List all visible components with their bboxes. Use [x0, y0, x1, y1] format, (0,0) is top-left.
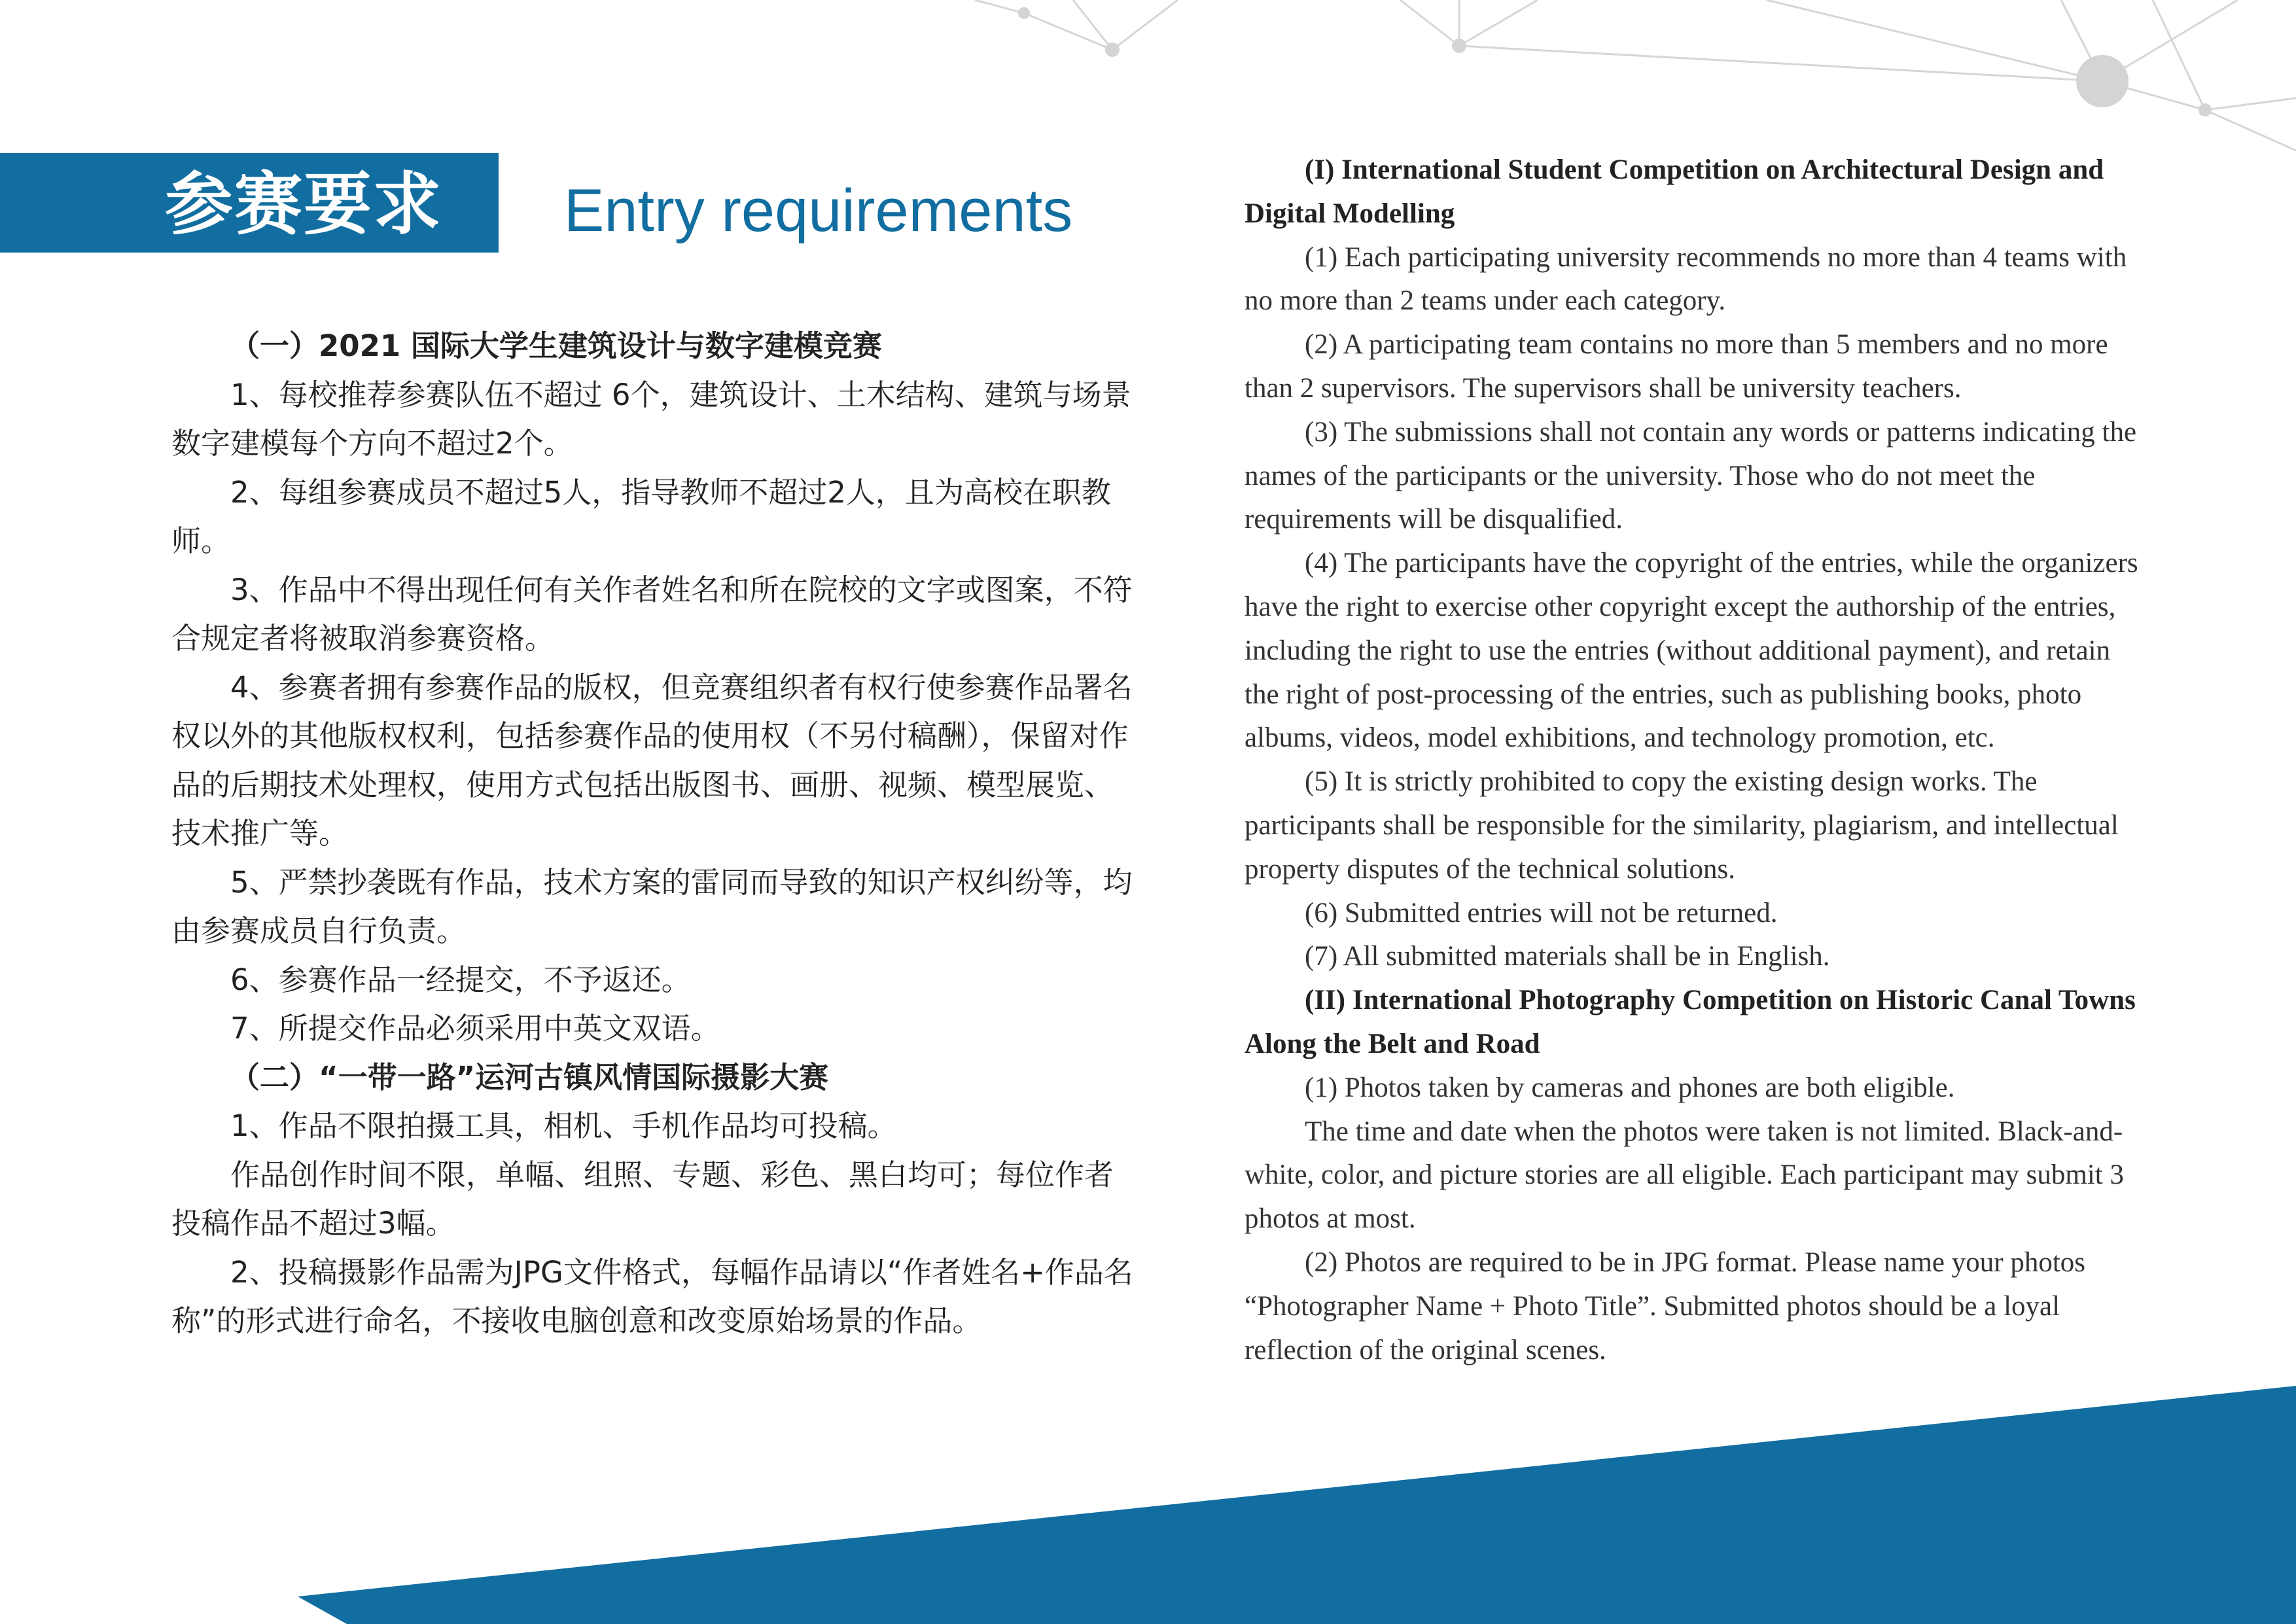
en-paragraph: (7) All submitted materials shall be in English. [1305, 941, 1830, 972]
network-graphic [975, 0, 2296, 150]
en-paragraph: (6) Submitted entries will not be returned. [1305, 897, 1778, 928]
en-paragraph: (4) The participants have the copyright of the entries, while the organizers have the right to exercise other copyright except the authorship of the entries, including the right to use the entries (without additional payment), and retain the right of post-processing of the entries, such as publishing books, photo albums, videos, model exhibitions, and technology promotion, etc. [1245, 548, 2138, 754]
en-section-heading: (II) International Photography Competition on Historic Canal Towns Along the Belt and Road [1245, 985, 2136, 1059]
network-nodes [1018, 7, 2212, 116]
en-paragraph: (1) Each participating university recommends no more than 4 teams with no more than 2 teams under each category. [1245, 241, 2127, 317]
en-paragraph: (3) The submissions shall not contain any words or patterns indicating the names of the participants or the university. Those who do not meet the requirements will be disqualified. [1245, 416, 2137, 535]
en-paragraph: The time and date when the photos were taken is not limited. Black-and-white, color, and picture stories are all eligible. Each participant may submit 3 photos at most. [1245, 1116, 2124, 1235]
cn-paragraph: 6、参赛作品一经提交，不予返还。 [230, 962, 691, 997]
page-title-en: Entry requirements [564, 177, 1073, 244]
cn-paragraph: 4、参赛者拥有参赛作品的版权，但竞赛组织者有权行使参赛作品署名权以外的其他版权权利，包括参赛作品的使用权（不另付稿酬），保留对作品的后期技术处理权，使用方式包括出版图书、画册、视频、模型展览、技术推广等。 [171, 669, 1133, 851]
cn-paragraph: 1、作品不限拍摄工具，相机、手机作品均可投稿。 [230, 1108, 897, 1143]
page-title-cn: 参赛要求 [165, 164, 443, 244]
en-paragraph: (1) Photos taken by cameras and phones are both eligible. [1305, 1072, 1955, 1103]
cn-paragraph: 7、所提交作品必须采用中英文双语。 [230, 1011, 720, 1046]
bottom-band [298, 1386, 2296, 1624]
en-section-heading: (I) International Student Competition on Architectural Design and Digital Modelling [1245, 154, 2104, 229]
cn-section-heading: （二）“一带一路”运河古镇风情国际摄影大赛 [230, 1059, 829, 1095]
en-paragraph: (2) Photos are required to be in JPG format. Please name your photos “Photographer Name + Photo Title”. Submitted photos should be a loyal reflection of the original scenes. [1245, 1246, 2085, 1366]
cn-paragraph: 1、每校推荐参赛队伍不超过 6个，建筑设计、土木结构、建筑与场景数字建模每个方向不超过2个。 [171, 377, 1131, 461]
chinese-requirements [171, 322, 1133, 1346]
cn-section-heading: （一）2021 国际大学生建筑设计与数字建模竞赛 [230, 328, 882, 363]
cn-paragraph: 3、作品中不得出现任何有关作者姓名和所在院校的文字或图案，不符合规定者将被取消参赛资格。 [171, 572, 1133, 656]
cn-paragraph: 2、投稿摄影作品需为JPG文件格式，每幅作品请以“作者姓名+作品名称”的形式进行命名，不接收电脑创意和改变原始场景的作品。 [171, 1254, 1133, 1338]
english-requirements [1245, 149, 2141, 1372]
cn-paragraph: 5、严禁抄袭既有作品，技术方案的雷同而导致的知识产权纠纷等，均由参赛成员自行负责。 [171, 864, 1133, 948]
cn-paragraph: 作品创作时间不限，单幅、组照、专题、彩色、黑白均可；每位作者投稿作品不超过3幅。 [171, 1157, 1114, 1241]
cn-paragraph: 2、每组参赛成员不超过5人，指导教师不超过2人，且为高校在职教师。 [171, 474, 1111, 558]
en-paragraph: (2) A participating team contains no more than 5 members and no more than 2 supervisors. The supervisors shall be university teachers. [1245, 329, 2108, 404]
en-paragraph: (5) It is strictly prohibited to copy the existing design works. The participants shall be responsible for the similarity, plagiarism, and intellectual property disputes of the technical solutions. [1245, 766, 2119, 885]
